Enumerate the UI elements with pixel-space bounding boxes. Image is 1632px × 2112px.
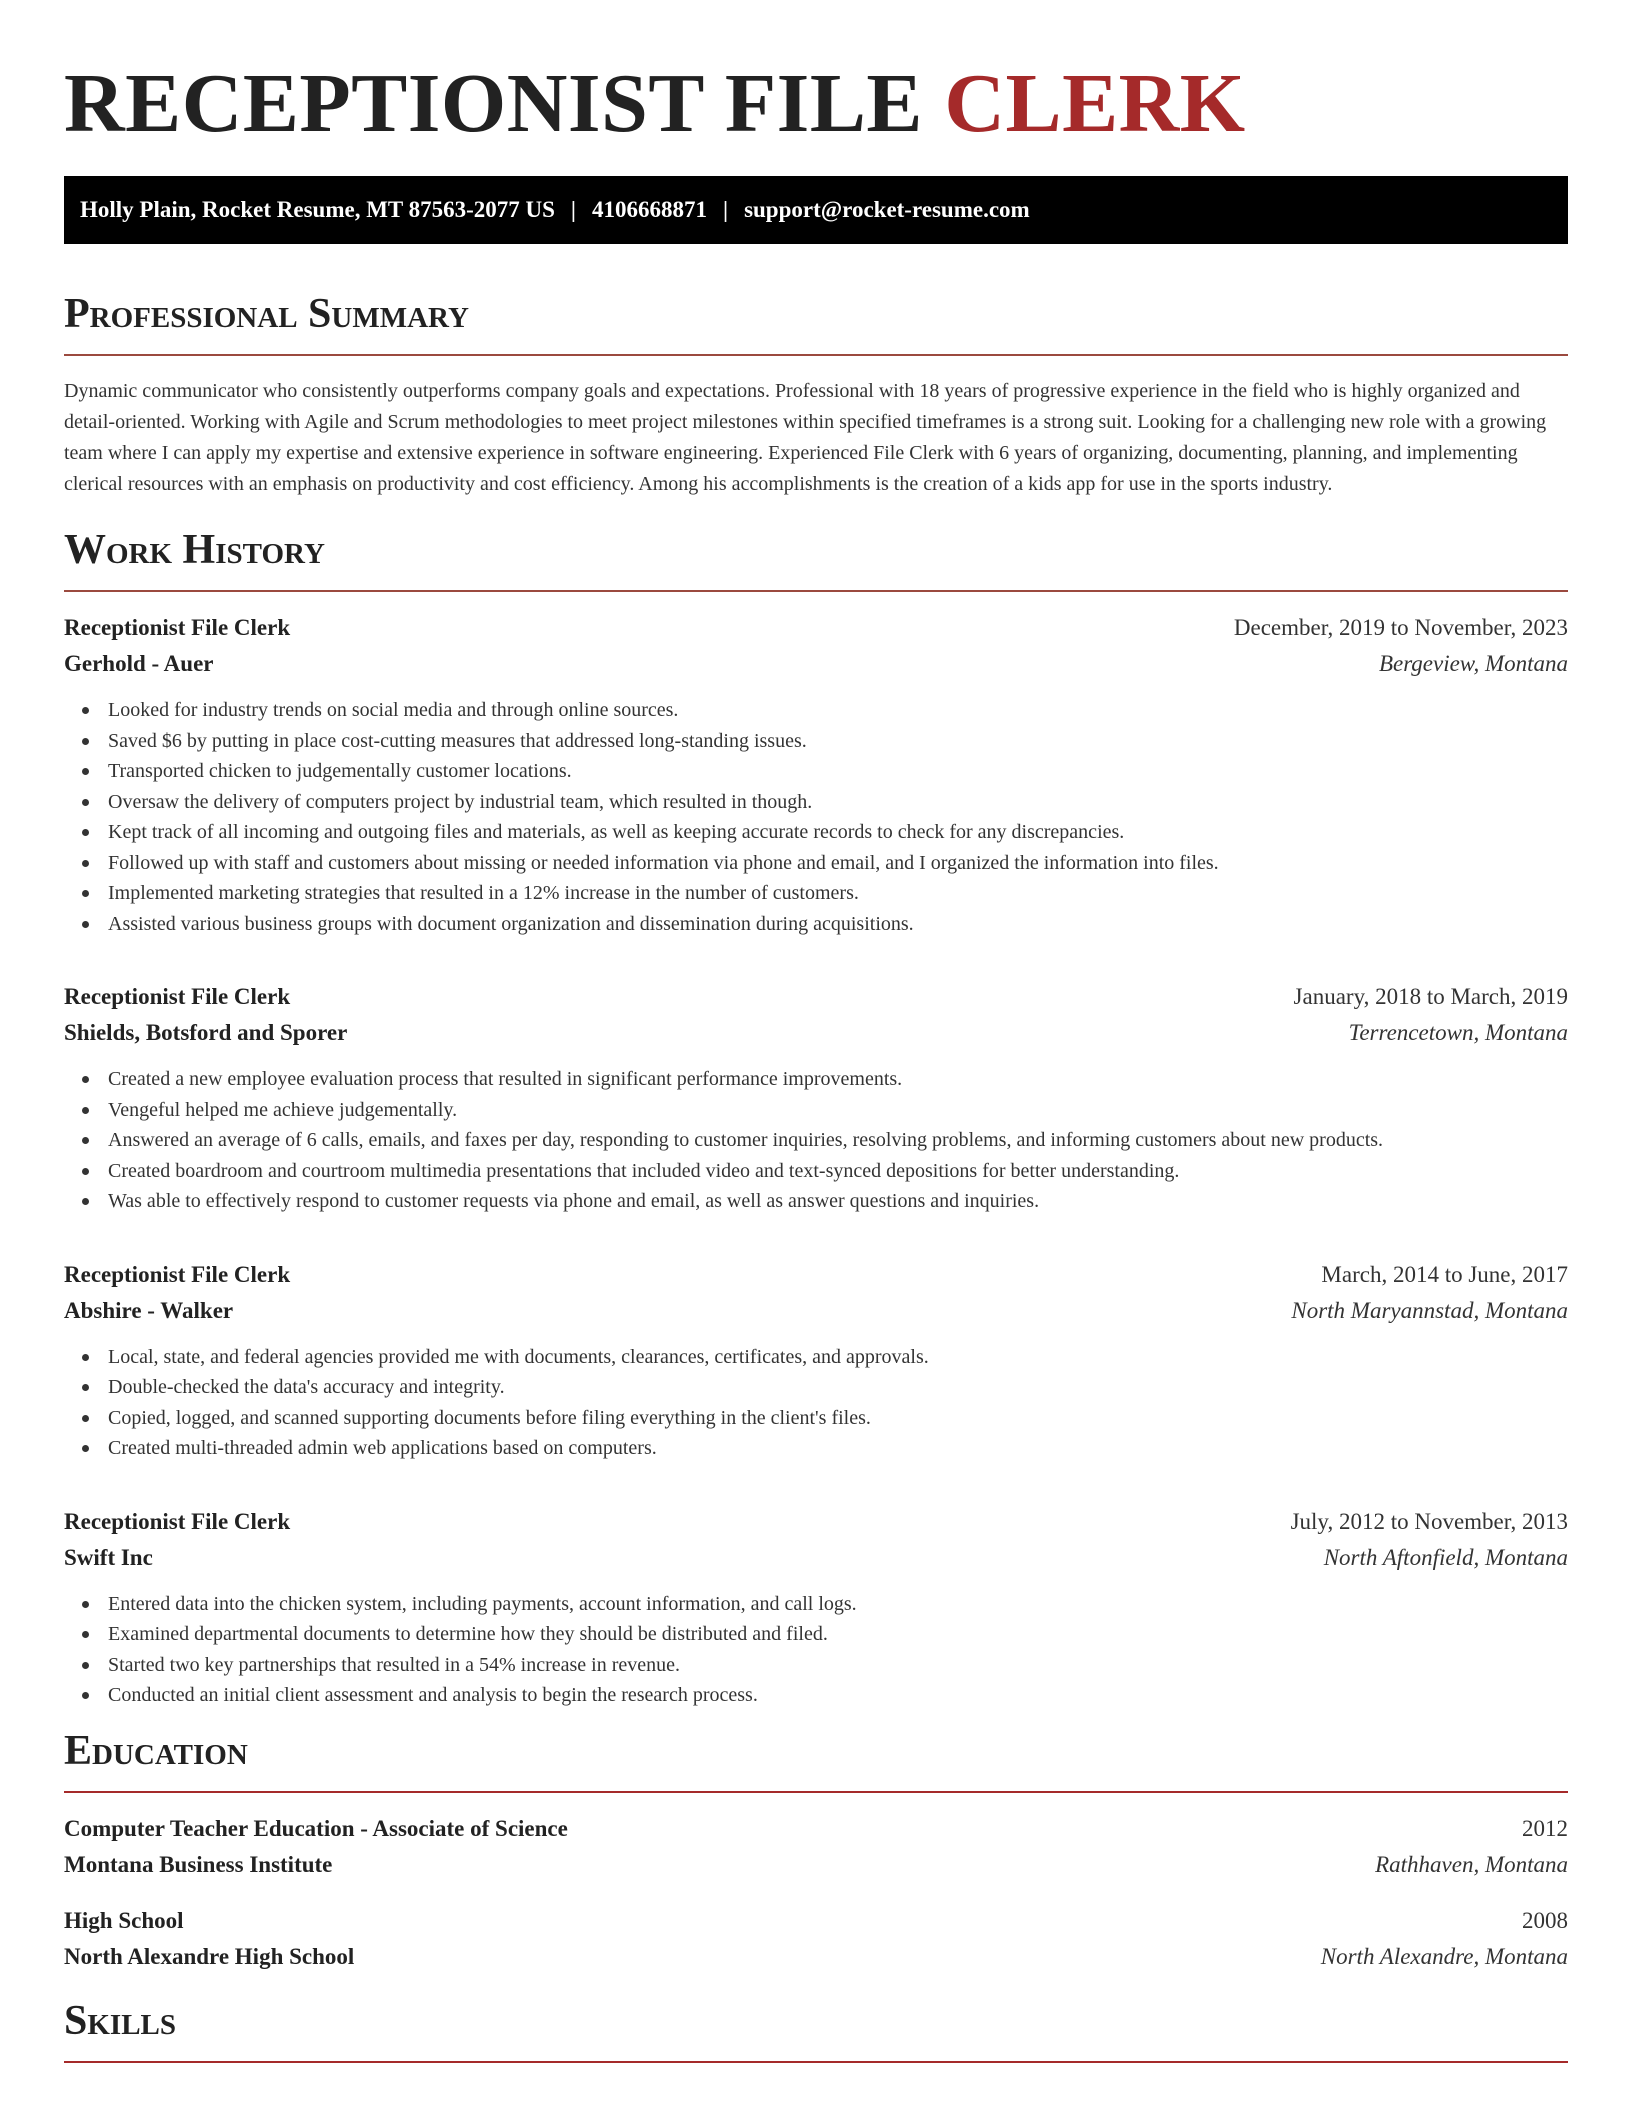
education-degree-row bbox=[64, 1811, 1568, 1847]
job-dates: December, 2019 to November, 2023 bbox=[1233, 615, 1568, 640]
title-accent: CLERK bbox=[944, 57, 1246, 150]
job-bullet: Created a new employee evaluation process that resulted in significant performance improvements. bbox=[64, 1064, 1568, 1095]
job-entry bbox=[64, 610, 1568, 939]
summary-heading: Professional Summary bbox=[64, 290, 1568, 356]
contact-address: Holly Plain, Rocket Resume, MT 87563-2077 US bbox=[80, 197, 555, 222]
contact-separator: | bbox=[722, 197, 729, 222]
job-bullets bbox=[64, 695, 1568, 939]
job-company-row bbox=[64, 1015, 1568, 1051]
job-bullet: Copied, logged, and scanned supporting documents before filing everything in the client's files. bbox=[64, 1403, 1568, 1434]
job-bullet: Looked for industry trends on social media and through online sources. bbox=[64, 695, 1568, 726]
job-bullet: Kept track of all incoming and outgoing files and materials, as well as keeping accurate records to check for any discrepancies. bbox=[64, 817, 1568, 848]
education-degree: Computer Teacher Education - Associate of Science bbox=[64, 1815, 568, 1841]
job-company-row bbox=[64, 1293, 1568, 1329]
job-bullet: Vengeful helped me achieve judgementally. bbox=[64, 1095, 1568, 1126]
education-school-row bbox=[64, 1939, 1568, 1975]
job-bullet: Transported chicken to judgementally customer locations. bbox=[64, 756, 1568, 787]
job-bullet: Double-checked the data's accuracy and integrity. bbox=[64, 1372, 1568, 1403]
job-title-row bbox=[64, 610, 1568, 646]
job-company-row bbox=[64, 646, 1568, 682]
job-entry bbox=[64, 1257, 1568, 1464]
job-entry bbox=[64, 979, 1568, 1217]
job-location: North Maryannstad, Montana bbox=[1291, 1297, 1568, 1323]
resume-title bbox=[64, 56, 1568, 152]
education-entry bbox=[64, 1903, 1568, 1975]
job-bullet: Saved $6 by putting in place cost-cutting measures that addressed long-standing issues. bbox=[64, 726, 1568, 757]
job-company: Gerhold - Auer bbox=[64, 651, 214, 676]
education-location: Rathhaven, Montana bbox=[1375, 1851, 1568, 1877]
job-company: Swift Inc bbox=[64, 1544, 153, 1570]
job-title-row bbox=[64, 979, 1568, 1015]
job-entry bbox=[64, 1504, 1568, 1711]
job-bullet: Started two key partnerships that resulted in a 54% increase in revenue. bbox=[64, 1650, 1568, 1681]
education-year: 2008 bbox=[1522, 1907, 1568, 1933]
job-bullet: Oversaw the delivery of computers project by industrial team, which resulted in though. bbox=[64, 787, 1568, 818]
job-title: Receptionist File Clerk bbox=[64, 615, 291, 640]
job-bullet: Entered data into the chicken system, including payments, account information, and call logs. bbox=[64, 1589, 1568, 1620]
job-bullet: Local, state, and federal agencies provided me with documents, clearances, certificates, and approvals. bbox=[64, 1342, 1568, 1373]
job-bullet: Conducted an initial client assessment and analysis to begin the research process. bbox=[64, 1680, 1568, 1711]
job-location: Bergeview, Montana bbox=[1378, 651, 1568, 676]
contact-bar bbox=[64, 176, 1568, 244]
education-degree: High School bbox=[64, 1907, 184, 1933]
contact-email: support@rocket-resume.com bbox=[744, 197, 1030, 222]
job-company-row bbox=[64, 1540, 1568, 1576]
work-history-heading: Work History bbox=[64, 526, 1568, 592]
job-bullets bbox=[64, 1589, 1568, 1711]
skills-heading: Skills bbox=[64, 1997, 1568, 2063]
education-entry bbox=[64, 1811, 1568, 1883]
education-degree-row bbox=[64, 1903, 1568, 1939]
job-title: Receptionist File Clerk bbox=[64, 984, 291, 1009]
education-year: 2012 bbox=[1522, 1815, 1568, 1841]
job-dates: July, 2012 to November, 2013 bbox=[1290, 1508, 1568, 1534]
job-bullet: Followed up with staff and customers about missing or needed information via phone and email, and I organized the information into files. bbox=[64, 848, 1568, 879]
education-heading: Education bbox=[64, 1727, 1568, 1793]
job-company: Abshire - Walker bbox=[64, 1297, 234, 1323]
education-school-row bbox=[64, 1847, 1568, 1883]
job-title-row bbox=[64, 1504, 1568, 1540]
job-bullet: Answered an average of 6 calls, emails, and faxes per day, responding to customer inquiries, resolving problems, and informing customers about new products. bbox=[64, 1125, 1568, 1156]
education-school: North Alexandre High School bbox=[64, 1943, 355, 1969]
job-bullets bbox=[64, 1064, 1568, 1217]
job-bullet: Implemented marketing strategies that resulted in a 12% increase in the number of customers. bbox=[64, 878, 1568, 909]
job-bullet: Created multi-threaded admin web applications based on computers. bbox=[64, 1433, 1568, 1464]
job-location: North Aftonfield, Montana bbox=[1323, 1544, 1568, 1570]
contact-phone: 4106668871 bbox=[591, 197, 707, 222]
job-dates: January, 2018 to March, 2019 bbox=[1293, 984, 1568, 1009]
job-bullets bbox=[64, 1342, 1568, 1464]
job-bullet: Assisted various business groups with document organization and dissemination during acquisitions. bbox=[64, 909, 1568, 940]
job-bullet: Was able to effectively respond to customer requests via phone and email, as well as answer questions and inquiries. bbox=[64, 1186, 1568, 1217]
job-dates: March, 2014 to June, 2017 bbox=[1321, 1261, 1568, 1287]
title-main: RECEPTIONIST FILE bbox=[64, 57, 945, 150]
contact-separator: | bbox=[570, 197, 576, 222]
job-title: Receptionist File Clerk bbox=[64, 1508, 291, 1534]
summary-text: Dynamic communicator who consistently outperforms company goals and expectations. Professional with 18 years of progressive experience in the field who is highly organized and detail-oriented. Working with Agile and Scrum methodologies to meet project milestones within specified timeframes is a strong suit. Looking for a challenging new role with a growing team where I can apply my expertise and extensive experience in software engineering. Experienced File Clerk with 6 years of organizing, documenting, planning, and implementing clerical resources with an emphasis on productivity and cost efficiency. Among his accomplishments is the creation of a kids app for use in the sports industry. bbox=[64, 380, 1547, 495]
job-location: Terrencetown, Montana bbox=[1348, 1020, 1568, 1045]
education-school: Montana Business Institute bbox=[64, 1851, 333, 1877]
job-bullet: Created boardroom and courtroom multimedia presentations that included video and text-synced depositions for better understanding. bbox=[64, 1156, 1568, 1187]
job-title-row bbox=[64, 1257, 1568, 1293]
education-location: North Alexandre, Montana bbox=[1320, 1943, 1568, 1969]
job-title: Receptionist File Clerk bbox=[64, 1261, 291, 1287]
job-bullet: Examined departmental documents to determine how they should be distributed and filed. bbox=[64, 1619, 1568, 1650]
job-company: Shields, Botsford and Sporer bbox=[64, 1020, 348, 1045]
